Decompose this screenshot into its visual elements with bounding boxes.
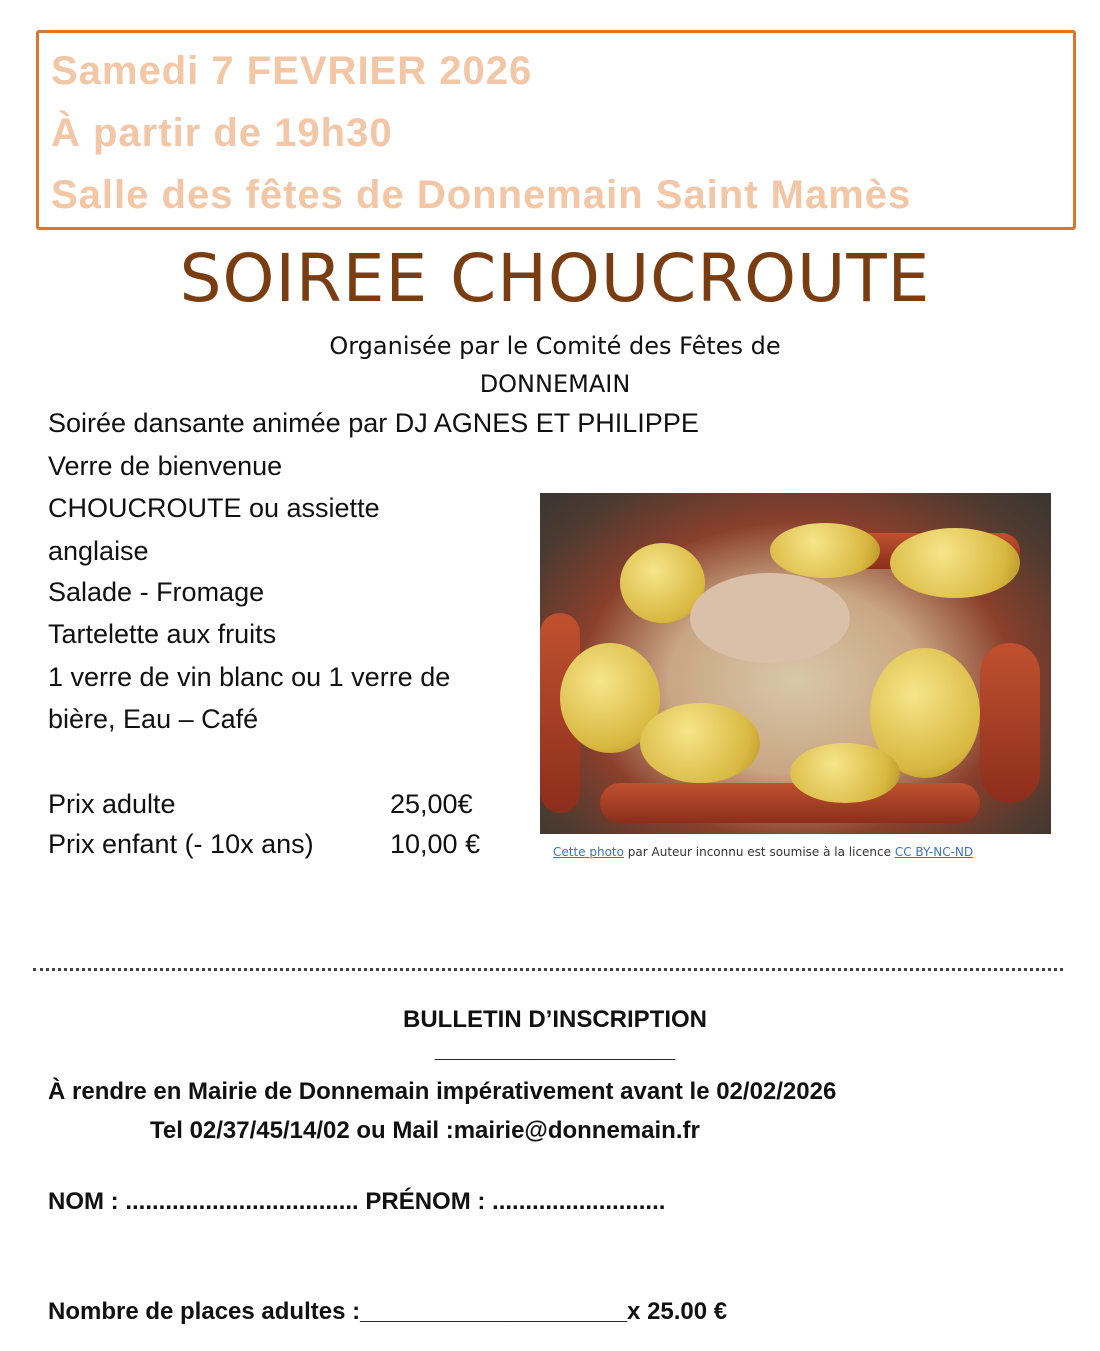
menu-item: Verre de bienvenue <box>48 451 283 481</box>
page-title: SOIREE CHOUCROUTE <box>179 240 931 317</box>
organizer-name: DONNEMAIN <box>479 370 631 398</box>
dj-line: Soirée dansante animée par DJ AGNES ET PHILIPPE <box>48 408 699 438</box>
contact-info: Tel 02/37/45/14/02 ou Mail :mairie@donnemain.fr <box>150 1117 700 1144</box>
cut-line-divider <box>33 968 1063 971</box>
price-value: 10,00 € <box>390 829 481 859</box>
menu-item: bière, Eau – Café <box>48 704 259 734</box>
menu-item: 1 verre de vin blanc ou 1 verre de <box>48 662 451 692</box>
organizer-line: Organisée par le Comité des Fêtes de <box>329 332 781 360</box>
price-row-adult <box>48 787 473 821</box>
choucroute-photo <box>540 493 1051 834</box>
price-value: 25,00€ <box>390 789 473 819</box>
price-label: Prix enfant (- 10x ans) <box>48 829 314 859</box>
price-row-child <box>48 827 480 861</box>
photo-link[interactable]: Cette photo <box>553 845 624 859</box>
heading-underline: __________________ <box>434 1036 676 1063</box>
menu-item: CHOUCROUTE ou assiette <box>48 493 380 523</box>
name-field-line[interactable]: NOM : ................................... PRÉNOM : .......................... <box>48 1188 666 1215</box>
event-date: Samedi 7 FEVRIER 2026 <box>51 49 533 93</box>
menu-item: Tartelette aux fruits <box>48 619 277 649</box>
license-link[interactable]: CC BY-NC-ND <box>894 845 974 859</box>
return-instructions: À rendre en Mairie de Donnemain impérativement avant le 02/02/2026 <box>48 1078 837 1105</box>
event-info-box <box>36 30 1076 230</box>
credit-text: par Auteur inconnu est soumise à la licence <box>623 845 895 859</box>
menu-item: Salade - Fromage <box>48 577 265 607</box>
event-time: À partir de 19h30 <box>51 111 393 155</box>
price-label: Prix adulte <box>48 789 176 819</box>
adult-seats-field[interactable]: Nombre de places adultes :____________________x 25.00 € <box>48 1298 728 1325</box>
photo-credit <box>553 845 973 859</box>
menu-item: anglaise <box>48 536 149 566</box>
form-heading: BULLETIN D’INSCRIPTION <box>403 1006 707 1033</box>
event-location: Salle des fêtes de Donnemain Saint Mamès <box>51 173 912 217</box>
